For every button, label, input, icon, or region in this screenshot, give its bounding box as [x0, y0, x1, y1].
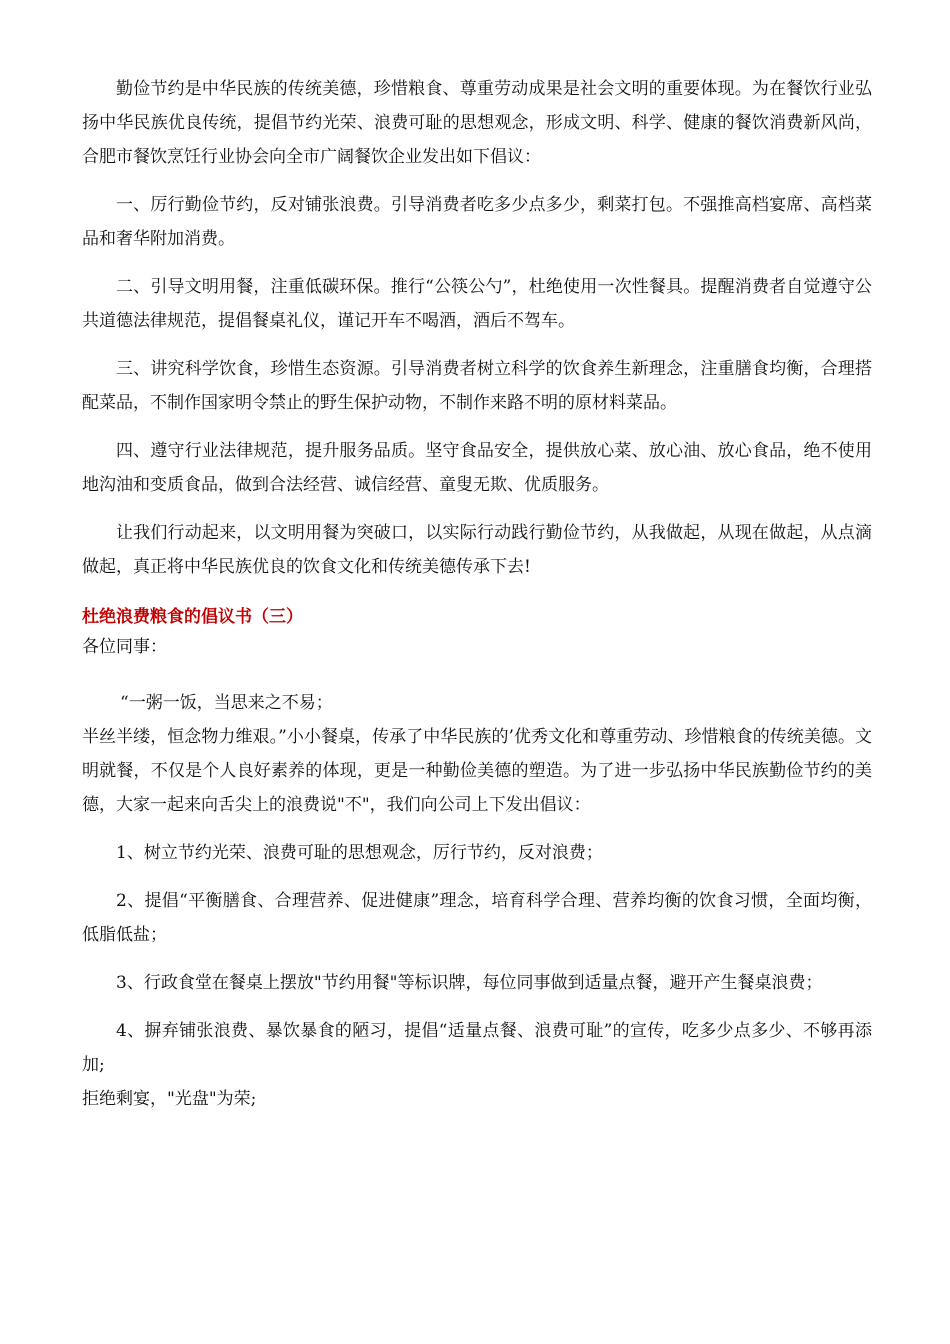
proposal-item-2: 2、提倡“平衡膳食、合理营养、促进健康”理念，培育科学合理、营养均衡的饮食习惯，全面均衡，低脂低盐；: [82, 891, 872, 945]
document-page: [82, 72, 872, 1116]
initiative-item-2: 二、引导文明用餐，注重低碳环保。推行“公筷公勺”，杜绝使用一次性餐具。提醒消费者自觉遵守公共道德法律规范，提倡餐桌礼仪，谨记开车不喝酒，酒后不驾车。: [82, 277, 872, 331]
initiative-item-4: 四、遵守行业法律规范，提升服务品质。坚守食品安全，提供放心菜、放心油、放心食品，绝不使用地沟油和变质食品，做到合法经营、诚信经营、童叟无欺、优质服务。: [82, 441, 872, 495]
last-line: 拒绝剩宴，"光盘"为荣;: [82, 1089, 257, 1109]
proposal-item-4: 4、摒弃铺张浪费、暴饮暴食的陋习，提倡“适量点餐、浪费可耻”的宣传，吃多少点多少、不够再添加;: [82, 1021, 872, 1075]
section-heading: 杜绝浪费粮食的倡议书（三）: [82, 607, 303, 627]
closing-paragraph: 让我们行动起来，以文明用餐为突破口，以实际行动践行勤俭节约，从我做起，从现在做起，从点滴做起，真正将中华民族优良的饮食文化和传统美德传承下去!: [82, 523, 872, 577]
initiative-item-3: 三、讲究科学饮食，珍惜生态资源。引导消费者树立科学的饮食养生新理念，注重膳食均衡，合理搭配菜品，不制作国家明令禁止的野生保护动物，不制作来路不明的原材料菜品。: [82, 359, 872, 413]
quote-paragraph: 半丝半缕，恒念物力维艰。”小小餐桌，传承了中华民族的’优秀文化和尊重劳动、珍惜粮食的传统美德。文明就餐，不仅是个人良好素养的体现，更是一种勤俭美德的塑造。为了进一步弘扬中华民族勤俭节约的美德，大家一起来向舌尖上的浪费说"不"，我们向公司上下发出倡议：: [82, 727, 872, 815]
intro-paragraph: 勤俭节约是中华民族的传统美德，珍惜粮食、尊重劳动成果是社会文明的重要体现。为在餐饮行业弘扬中华民族优良传统，提倡节约光荣、浪费可耻的思想观念，形成文明、科学、健康的餐饮消费新风尚，合肥市餐饮烹饪行业协会向全市广阔餐饮企业发出如下倡议：: [82, 79, 872, 167]
initiative-item-1: 一、厉行勤俭节约，反对铺张浪费。引导消费者吃多少点多少，剩菜打包。不强推高档宴席、高档菜品和奢华附加消费。: [82, 195, 872, 249]
quote-line-1: “一粥一饭，当思来之不易；: [120, 693, 333, 713]
proposal-item-1: 1、树立节约光荣、浪费可耻的思想观念，厉行节约，反对浪费；: [116, 843, 603, 863]
proposal-item-3: 3、行政食堂在餐桌上摆放"节约用餐"等标识牌，每位同事做到适量点餐，避开产生餐桌浪费；: [116, 973, 823, 993]
greeting: 各位同事：: [82, 637, 167, 657]
